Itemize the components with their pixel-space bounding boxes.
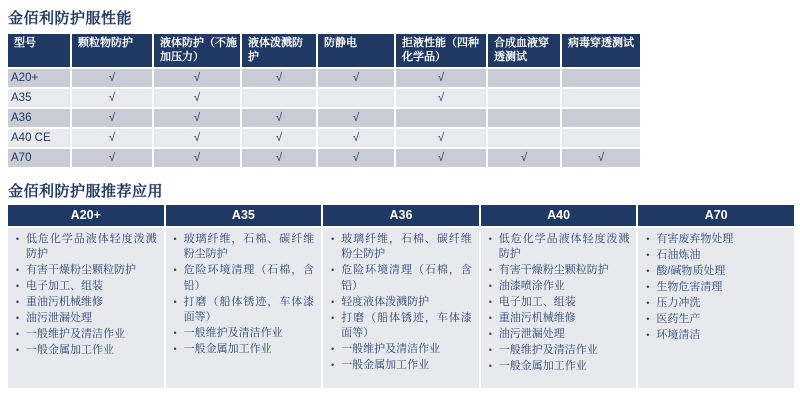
list-item-text: 酸/碱物质处理	[656, 264, 726, 277]
model-cell: A36	[8, 109, 70, 127]
check-mark-cell: √	[242, 149, 316, 167]
list-item	[482, 279, 633, 295]
bullet-icon: •	[331, 360, 335, 371]
bullet-icon: •	[646, 233, 650, 244]
applications-column-header: A36	[323, 205, 479, 226]
list-item	[324, 311, 475, 342]
list-item	[167, 342, 318, 358]
bullet-icon: •	[15, 345, 20, 356]
list-item-text: 重油污机械维修	[498, 312, 576, 325]
check-mark-cell: √	[72, 129, 152, 147]
list-item	[482, 343, 633, 359]
check-mark-cell: √	[154, 89, 240, 107]
empty-cell	[242, 89, 316, 107]
list-item	[167, 263, 318, 294]
check-mark-cell: √	[242, 69, 316, 87]
performance-column-header: 液体泼溅防护	[242, 34, 316, 67]
empty-cell	[562, 109, 640, 127]
list-item-text: 生物危害清理	[656, 280, 723, 293]
applications-column-header: A40	[481, 205, 637, 226]
model-cell: A70	[8, 149, 70, 167]
applications-header	[8, 205, 794, 226]
list-item-text: 危险环境清理（石棉，含铅）	[183, 264, 315, 292]
performance-column-header: 防静电	[318, 34, 394, 67]
applications-list	[167, 232, 318, 358]
list-item	[167, 326, 318, 342]
list-item-text: 轻度液体泼溅防护	[341, 295, 430, 308]
empty-cell	[562, 129, 640, 147]
list-item-text: 一般维护及清洁作业	[341, 343, 441, 356]
list-item-text: 危险环境清理（石棉，含铅）	[341, 264, 472, 292]
check-mark-cell: √	[318, 109, 394, 127]
list-item	[639, 232, 790, 248]
check-mark-cell: √	[318, 69, 394, 87]
bullet-icon: •	[646, 249, 650, 260]
bullet-icon: •	[331, 265, 335, 276]
bullet-icon: •	[646, 265, 650, 276]
empty-cell	[488, 109, 560, 127]
list-item	[324, 263, 475, 294]
list-item-text: 一般维护及清洁作业	[26, 328, 125, 341]
applications-column	[638, 228, 794, 388]
list-item-text: 有害干燥粉尘颗粒防护	[498, 264, 609, 277]
list-item	[324, 295, 475, 311]
performance-column-header: 颗粒物防护	[72, 34, 152, 67]
bullet-icon: •	[488, 297, 492, 308]
check-mark-cell: √	[318, 129, 394, 147]
performance-row	[8, 109, 640, 127]
empty-cell	[488, 69, 560, 87]
list-item-text: 玻璃纤维，石棉、碳纤维粉尘防护	[183, 232, 315, 261]
bullet-icon: •	[488, 345, 492, 356]
list-item	[9, 295, 160, 311]
list-item-text: 一般金属加工作业	[26, 344, 114, 357]
applications-column-header: A70	[638, 205, 794, 226]
list-item	[324, 342, 475, 358]
performance-column-header: 液体防护（不施加压力）	[154, 34, 240, 67]
bullet-icon: •	[331, 233, 335, 244]
applications-column	[166, 228, 322, 388]
empty-cell	[488, 129, 560, 147]
check-mark-cell: √	[154, 129, 240, 147]
empty-cell	[488, 89, 560, 107]
check-mark-cell: √	[488, 149, 560, 167]
bullet-icon: •	[173, 233, 177, 244]
check-mark-cell: √	[318, 149, 394, 167]
performance-section-title: 金佰利防护服性能	[8, 10, 133, 27]
performance-column-header: 拒液性能（四种化学品）	[396, 34, 486, 67]
check-mark-cell: √	[396, 89, 486, 107]
list-item	[9, 327, 160, 343]
check-mark-cell: √	[72, 89, 152, 107]
list-item-text: 油污泄漏处理	[498, 328, 565, 341]
list-item	[9, 343, 160, 359]
applications-body	[8, 228, 794, 388]
model-cell: A40 CE	[8, 129, 70, 147]
check-mark-cell: √	[154, 149, 240, 167]
list-item-text: 油污泄漏处理	[26, 312, 92, 325]
list-item	[324, 358, 475, 374]
check-mark-cell: √	[396, 69, 486, 87]
list-item-text: 医药生产	[656, 312, 701, 325]
list-item-text: 低危化学品液体轻度泼溅防护	[498, 232, 630, 261]
list-item-text: 低危化学品液体轻度泼溅防护	[26, 232, 157, 261]
bullet-icon: •	[331, 312, 335, 323]
list-item	[324, 232, 475, 263]
performance-column-header: 型号	[8, 34, 70, 67]
list-item	[639, 264, 790, 280]
empty-cell	[562, 89, 640, 107]
applications-column	[323, 228, 479, 388]
list-item	[639, 296, 790, 312]
bullet-icon: •	[173, 328, 177, 339]
bullet-icon: •	[488, 329, 492, 340]
list-item-text: 打磨（船体锈迹，车体漆面等）	[341, 311, 472, 340]
list-item-text: 一般金属加工作业	[341, 359, 430, 372]
list-item	[9, 279, 160, 295]
model-cell: A20+	[8, 69, 70, 87]
bullet-icon: •	[173, 296, 177, 307]
bullet-icon: •	[488, 233, 492, 244]
check-mark-cell: √	[242, 109, 316, 127]
performance-table	[6, 32, 642, 169]
check-mark-cell: √	[72, 109, 152, 127]
list-item	[639, 328, 790, 344]
applications-column-header: A35	[166, 205, 322, 226]
list-item	[482, 295, 633, 311]
performance-column-header: 病毒穿透测试	[562, 34, 640, 67]
list-item	[482, 327, 633, 343]
bullet-icon: •	[15, 297, 20, 308]
list-item-text: 重油污机械维修	[26, 296, 103, 309]
list-item	[639, 248, 790, 264]
list-item	[482, 263, 633, 279]
list-item-text: 一般维护及清洁作业	[498, 344, 598, 357]
check-mark-cell: √	[72, 149, 152, 167]
bullet-icon: •	[646, 313, 650, 324]
applications-column	[481, 228, 637, 388]
performance-row	[8, 69, 640, 87]
performance-row	[8, 129, 640, 147]
list-item	[482, 311, 633, 327]
bullet-icon: •	[488, 265, 492, 276]
list-item-text: 打磨（船体锈迹，车体漆面等）	[183, 295, 315, 324]
list-item	[482, 232, 633, 263]
list-item-text: 电子加工、组装	[26, 280, 103, 293]
list-item-text: 一般金属加工作业	[183, 343, 272, 356]
list-item	[639, 280, 790, 296]
applications-list	[639, 232, 790, 344]
list-item-text: 环境清洁	[656, 328, 701, 341]
bullet-icon: •	[488, 281, 492, 292]
list-item	[167, 295, 318, 326]
applications-column-header: A20+	[8, 205, 164, 226]
performance-column-header: 合成血液穿透测试	[488, 34, 560, 67]
bullet-icon: •	[15, 281, 20, 292]
list-item-text: 一般维护及清洁作业	[183, 327, 283, 340]
performance-table-body	[8, 69, 640, 167]
performance-row	[8, 149, 640, 167]
performance-header-row	[8, 34, 640, 67]
empty-cell	[562, 69, 640, 87]
bullet-icon: •	[646, 297, 650, 308]
check-mark-cell: √	[242, 129, 316, 147]
bullet-icon: •	[488, 313, 492, 324]
check-mark-cell: √	[154, 109, 240, 127]
bullet-icon: •	[173, 265, 177, 276]
list-item-text: 电子加工、组装	[498, 296, 576, 309]
empty-cell	[396, 109, 486, 127]
list-item-text: 有害废弃物处理	[656, 232, 734, 245]
list-item	[167, 232, 318, 263]
bullet-icon: •	[331, 296, 335, 307]
check-mark-cell: √	[396, 129, 486, 147]
list-item	[639, 312, 790, 328]
model-cell: A35	[8, 89, 70, 107]
empty-cell	[318, 89, 394, 107]
bullet-icon: •	[15, 233, 20, 244]
applications-column	[8, 228, 164, 388]
bullet-icon: •	[488, 361, 492, 372]
bullet-icon: •	[15, 265, 20, 276]
list-item	[482, 359, 633, 375]
check-mark-cell: √	[562, 149, 640, 167]
list-item	[9, 263, 160, 279]
list-item	[9, 232, 160, 263]
list-item-text: 一般金属加工作业	[498, 360, 587, 373]
list-item-text: 油漆喷涂作业	[498, 280, 565, 293]
applications-section-title: 金佰利防护服推荐应用	[8, 182, 164, 200]
applications-list	[324, 232, 475, 374]
bullet-icon: •	[646, 329, 650, 340]
applications-list	[482, 232, 633, 375]
bullet-icon: •	[646, 281, 650, 292]
check-mark-cell: √	[72, 69, 152, 87]
bullet-icon: •	[15, 329, 20, 340]
bullet-icon: •	[173, 344, 177, 355]
list-item-text: 压力冲洗	[656, 296, 701, 309]
bullet-icon: •	[15, 313, 20, 324]
check-mark-cell: √	[396, 149, 486, 167]
list-item-text: 玻璃纤维，石棉、碳纤维粉尘防护	[341, 232, 472, 261]
performance-row	[8, 89, 640, 107]
list-item	[9, 311, 160, 327]
list-item-text: 有害干燥粉尘颗粒防护	[26, 264, 136, 277]
list-item-text: 石油炼油	[656, 248, 701, 261]
check-mark-cell: √	[154, 69, 240, 87]
applications-list	[9, 232, 160, 359]
bullet-icon: •	[331, 344, 335, 355]
